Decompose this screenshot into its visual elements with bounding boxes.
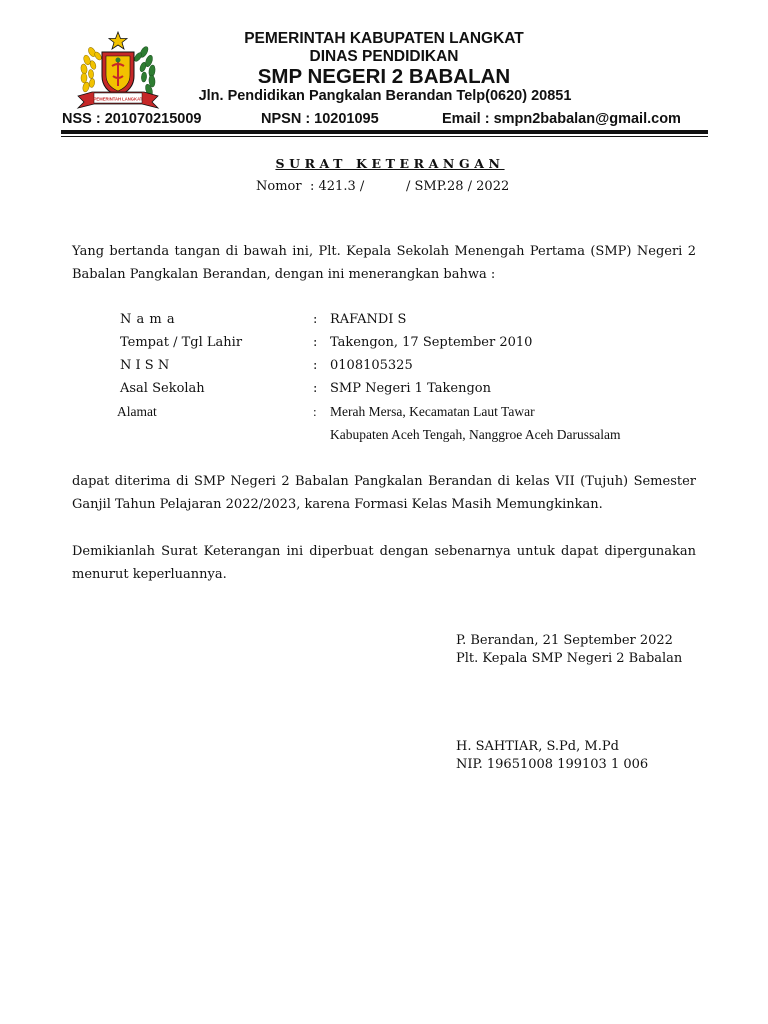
field-name-colon: : <box>313 312 318 327</box>
letterhead-npsn: NPSN : 10201095 <box>261 111 379 127</box>
letterhead-thin-rule <box>61 136 708 137</box>
field-birth-colon: : <box>313 335 318 350</box>
signature-place-date: P. Berandan, 21 September 2022 <box>456 633 673 648</box>
nomor-label: Nomor <box>256 179 302 194</box>
body-paragraph: dapat diterima di SMP Negeri 2 Babalan Pangkalan Berandan di kelas VII (Tujuh) Semester Ganjil Tahun Pelajaran 2022/2023, karena Formasi Kelas Masih Memungkinkan. <box>72 474 696 512</box>
field-nisn-colon: : <box>313 358 318 373</box>
letterhead-school-name: SMP NEGERI 2 BABALAN <box>257 65 511 88</box>
field-birth-label: Tempat / Tgl Lahir <box>120 335 243 350</box>
field-address-value-line2: Kabupaten Aceh Tengah, Nanggroe Aceh Darussalam <box>330 427 621 442</box>
signature-nip: NIP. 19651008 199103 1 006 <box>456 757 649 772</box>
field-school-value: SMP Negeri 1 Takengon <box>330 381 491 396</box>
closing-paragraph: Demikianlah Surat Keterangan ini diperbuat dengan sebenarnya untuk dapat dipergunakan menurut keperluannya. <box>72 544 696 582</box>
letterhead-thick-rule <box>61 130 708 134</box>
document-title: SURAT KETERANGAN <box>275 156 505 171</box>
field-name-label: N a m a <box>120 312 176 327</box>
field-nisn-label: N I S N <box>120 358 170 373</box>
field-address-value-line1: Merah Mersa, Kecamatan Laut Tawar <box>330 404 535 419</box>
letterhead-email: Email : smpn2babalan@gmail.com <box>442 111 681 127</box>
field-school-label: Asal Sekolah <box>120 381 205 396</box>
emblem-ribbon-text: PEMERINTAH LANGKAT <box>93 96 143 102</box>
letterhead-nss: NSS : 201070215009 <box>62 111 202 127</box>
field-nisn-value: 0108105325 <box>330 358 413 373</box>
nomor-value: : 421.3 / <box>310 179 365 194</box>
letterhead-address: Jln. Pendidikan Pangkalan Berandan Telp(0620) 20851 <box>198 88 572 104</box>
letterhead-government: PEMERINTAH KABUPATEN LANGKAT <box>244 30 524 47</box>
field-address-colon: : <box>313 404 317 419</box>
field-birth-value: Takengon, 17 September 2010 <box>330 335 533 350</box>
signature-position: Plt. Kepala SMP Negeri 2 Babalan <box>456 651 683 666</box>
nomor-suffix: / SMP.28 / 2022 <box>406 179 510 194</box>
signature-name: H. SAHTIAR, S.Pd, M.Pd <box>456 739 619 754</box>
letterhead-department: DINAS PENDIDIKAN <box>309 48 459 65</box>
field-address-label: Alamat <box>117 404 157 419</box>
field-school-colon: : <box>313 381 318 396</box>
intro-paragraph: Yang bertanda tangan di bawah ini, Plt. Kepala Sekolah Menengah Pertama (SMP) Negeri 2 Babalan Pangkalan Berandan, dengan ini menerangkan bahwa : <box>72 244 696 282</box>
field-name-value: RAFANDI S <box>330 312 407 327</box>
